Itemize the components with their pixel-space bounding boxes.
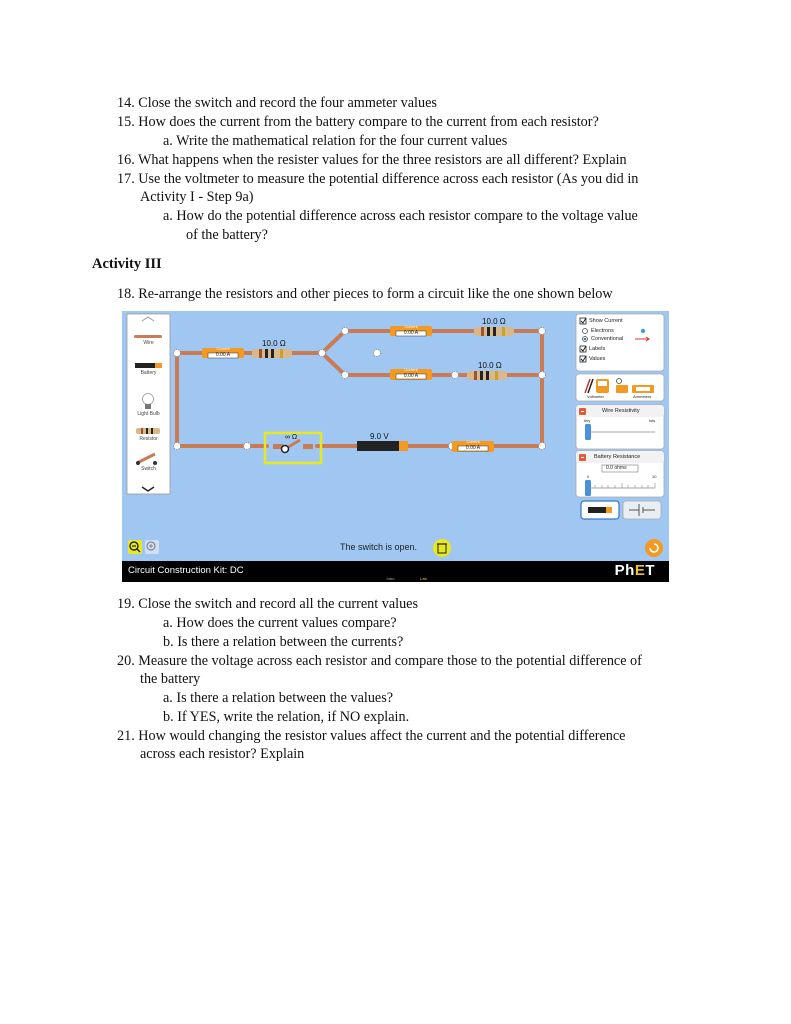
electrons-label: Electrons [591,328,614,334]
battery-resistance-min-label: 0 [587,474,590,479]
resistor-top [474,327,514,336]
trash-button [433,539,451,557]
toolbox-bulb-icon [143,394,154,405]
schematic-view-button [623,501,661,519]
toolbox-label-switch: Switch [141,466,156,472]
wire-resistivity-min-label: tiny [584,418,591,423]
battery-resistance-max-label: 10 [652,474,657,479]
question-15: 15. How does the current from the battery compare to the current from each resistor? [117,114,599,130]
wire-resistivity-title: Wire Resistivity [602,408,640,414]
ammeter-top-title: Current [404,324,418,329]
app-title: Circuit Construction Kit: DC [128,565,244,576]
values-label: Values [589,356,606,362]
phet-logo: PhET [614,562,655,579]
switch-right-terminal [303,444,313,449]
toolbox-wire-icon [134,335,162,338]
question-20-cont: the battery [140,671,201,687]
resistor-middle [467,371,507,380]
question-18: 18. Re-arrange the resistors and other pieces to form a circuit like the one shown below [117,286,613,302]
switch-pivot [282,446,289,453]
toolbox-label-resistor: Resistor [139,436,158,442]
electron-icon [641,329,645,333]
toolbox-label-battery: Battery [140,370,157,376]
nav-lab-label: Lab [420,576,427,581]
conventional-label: Conventional [591,336,624,342]
question-14: 14. Close the switch and record the four ammeter values [117,95,437,111]
question-15a: a. Write the mathematical relation for the four current values [163,133,508,149]
question-16: 16. What happens when the resister values for the three resistors are all different? Explain [117,152,627,168]
wire-resistivity-slider-thumb [585,424,591,440]
navigation-bar [122,561,669,582]
question-20b: b. If YES, write the relation, if NO explain. [163,709,410,725]
ammeter-left-title: Current [216,346,230,351]
ammeter-left-value: 0.00 A [215,352,231,358]
ammeter-bottom-value: 0.00 A [465,445,481,451]
ammeter-middle-value: 0.00 A [403,373,419,379]
activity-heading: Activity III [92,256,162,272]
battery-voltage-label: 9.0 V [370,432,389,441]
battery-resistance-slider-thumb [585,480,591,496]
reset-all-button [645,539,663,557]
question-17a-cont: of the battery? [186,227,268,243]
ammeter-bottom-title: Current [466,439,480,444]
resistor-middle-label: 10.0 Ω [478,361,502,370]
question-17: 17. Use the voltmeter to measure the potential difference across each resistor (As you did in [117,171,639,187]
question-19a: a. How does the current values compare? [163,615,397,631]
question-19b: b. Is there a relation between the currents? [163,634,404,650]
wire-resistivity-max-label: lots [649,418,656,423]
resistor-left [252,349,292,358]
ammeter-top-value: 0.00 A [403,330,419,336]
toolbox-label-wire: Wire [143,340,154,346]
switch-status-text: The switch is open. [340,542,418,552]
question-20a: a. Is there a relation between the values? [163,690,394,706]
toolbox-battery-icon [135,363,155,368]
question-19: 19. Close the switch and record all the current values [117,596,418,612]
circuit-simulation-screenshot [122,311,669,582]
show-current-label: Show Current [589,318,623,324]
battery-body [357,441,399,451]
question-17-cont: Activity I - Step 9a) [140,189,254,205]
resistor-left-label: 10.0 Ω [262,339,286,348]
resistor-top-label: 10.0 Ω [482,317,506,326]
toolbox-label-light-bulb: Light Bulb [137,411,160,417]
battery-terminal [399,441,408,451]
question-21: 21. How would changing the resistor values affect the current and the potential difference [117,728,626,744]
battery-resistance-title: Battery Resistance [594,454,641,460]
labels-label: Labels [589,346,606,352]
switch-resistance-label: ∞ Ω [285,434,298,441]
voltmeter-label: Voltmeter [587,394,604,399]
ammeters-label: Ammeters [633,394,652,399]
nav-intro-label: Intro [386,576,395,581]
question-20: 20. Measure the voltage across each resistor and compare those to the potential difference of [117,653,642,669]
electrons-radio [583,329,588,334]
ammeter-middle-title: Current [404,367,418,372]
question-17a: a. How do the potential difference across each resistor compare to the voltage value [163,208,638,224]
battery-resistance-value: 0.0 ohms [606,465,627,471]
question-21-cont: across each resistor? Explain [140,746,305,762]
